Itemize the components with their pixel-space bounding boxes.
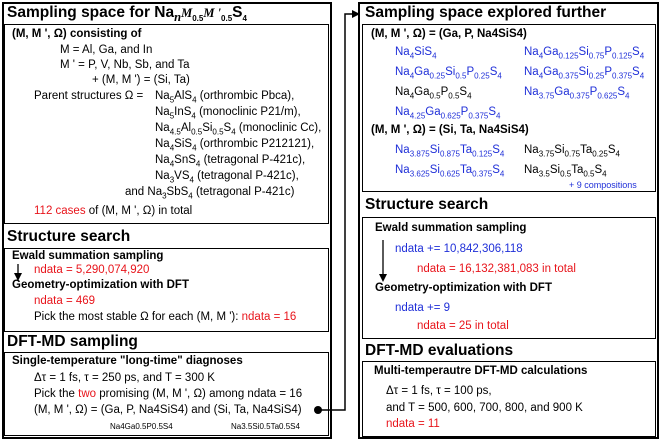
under-label-1: Na4Ga0.5P0.5S4 (110, 422, 173, 431)
group2-item-4: $Na_{3.5}Si_{0.5}Ta_{0.5}S_4$ (524, 164, 607, 179)
right-geo-plus: ndata += 9 (395, 302, 450, 314)
group1-item-6: $Na_{3.75}Ga_{0.375}P_{0.625}S_4$ (524, 86, 630, 101)
left-dftmd-title: DFT-MD sampling (7, 333, 138, 350)
single-params: Δτ = 1 fs, τ = 250 ps, and T = 300 K (34, 372, 215, 384)
left-title: Sampling space for $Na_nM_{0.5}M$ '$_{0.5}S_4$ (7, 4, 247, 25)
final-ndata: ndata = 11 (386, 418, 440, 430)
parent-5: $Na_4SnS_4$ (tetragonal P-421c), (155, 154, 306, 169)
cases-line: 112 cases of (M, M ', Ω) in total (34, 205, 193, 217)
left-ewald-ndata: ndata = 5,290,074,920 (34, 264, 150, 276)
multi-params-1: Δτ = 1 fs, τ = 100 ps, (386, 385, 492, 397)
group1-item-1: $Na_4SiS_4$ (395, 46, 437, 61)
group1-item-2: $Na_4Ga_{0.125}Si_{0.75}P_{0.125}S_4$ (524, 46, 645, 61)
left-geo-head: Geometry-optimization with DFT (12, 279, 189, 291)
left-structure-search-title: Structure search (7, 228, 131, 245)
right-ewald-plus: ndata += 10,842,306,118 (395, 243, 523, 255)
group1-item-4: $Na_4Ga_{0.375}Si_{0.25}P_{0.375}S_4$ (524, 66, 645, 81)
mp-line: M ' = P, V, Nb, Sb, and Ta (60, 59, 190, 71)
group2-item-3: $Na_{3.625}Si_{0.625}Ta_{0.375}S_4$ (395, 164, 505, 179)
parent-7: and $Na_3SbS_4$ (tetragonal P-421c) (125, 186, 295, 201)
group1-item-3: $Na_4Ga_{0.25}Si_{0.5}P_{0.25}S_4$ (395, 66, 502, 81)
right-ewald-total: ndata = 16,132,381,083 in total (417, 263, 576, 275)
group2-head: (M, M ', Ω) = (Si, Ta, Na4SiS4) (371, 124, 529, 136)
left-geo-ndata: ndata = 469 (34, 295, 96, 307)
parent-3: $Na_{4.5}Al_{0.5}Si_{0.5}S_4$ (monoclinic Cc), (155, 122, 322, 137)
group1-head: (M, M ', Ω) = (Ga, P, Na4SiS4) (371, 28, 527, 40)
right-structure-box (362, 217, 656, 339)
left-ewald-head: Ewald summation sampling (12, 250, 164, 262)
group1-item-5: $Na_4Ga_{0.5}P_{0.5}S_4$ (395, 86, 472, 101)
right-geo-head: Geometry-optimization with DFT (375, 282, 552, 294)
parent-prefix: Parent structures Ω = (34, 90, 144, 102)
right-dftmd-title: DFT-MD evaluations (365, 342, 514, 359)
parent-6: $Na_3VS_4$ (tetragonal P-421c), (155, 170, 299, 185)
consist-head: (M, M ', Ω) consisting of (12, 28, 142, 40)
result-line: (M, M ', Ω) = (Ga, P, Na4SiS4) and (Si, Ta, Na4SiS4) (34, 404, 302, 416)
right-structure-search-title: Structure search (365, 196, 489, 213)
left-pick-line: Pick the most stable Ω for each (M, M '): ndata = 16 (34, 311, 297, 323)
m-line: M = Al, Ga, and In (60, 44, 153, 56)
pick-two-line: Pick the two promising (M, M ', Ω) among ndata = 16 (34, 388, 303, 400)
parent-1: $Na_5AlS_4$ (orthrombic Pbca), (155, 90, 295, 105)
right-geo-total: ndata = 25 in total (417, 320, 509, 332)
plus-line: + (M, M ') = (Si, Ta) (92, 74, 190, 86)
parent-4: $Na_4SiS_4$ (orthrombic P212121), (155, 138, 315, 153)
multi-params-2: and T = 500, 600, 700, 800, and 900 K (386, 402, 583, 414)
under-label-2: Na3.5Si0.5Ta0.5S4 (231, 422, 300, 431)
group2-item-2: $Na_{3.75}Si_{0.75}Ta_{0.25}S_4$ (524, 144, 620, 159)
more-compositions: + 9 compositions (569, 180, 637, 190)
right-title: Sampling space explored further (365, 4, 607, 21)
group1-item-7: $Na_{4.25}Ga_{0.625}P_{0.375}S_4$ (395, 106, 501, 121)
single-head: Single-temperature "long-time" diagnoses (12, 355, 243, 367)
multi-head: Multi-temperautre DFT-MD calculations (374, 365, 588, 377)
parent-2: $Na_5InS_4$ (monoclinic P21/m), (155, 106, 301, 121)
right-ewald-head: Ewald summation sampling (375, 222, 527, 234)
group2-item-1: $Na_{3.875}Si_{0.875}Ta_{0.125}S_4$ (395, 144, 505, 159)
